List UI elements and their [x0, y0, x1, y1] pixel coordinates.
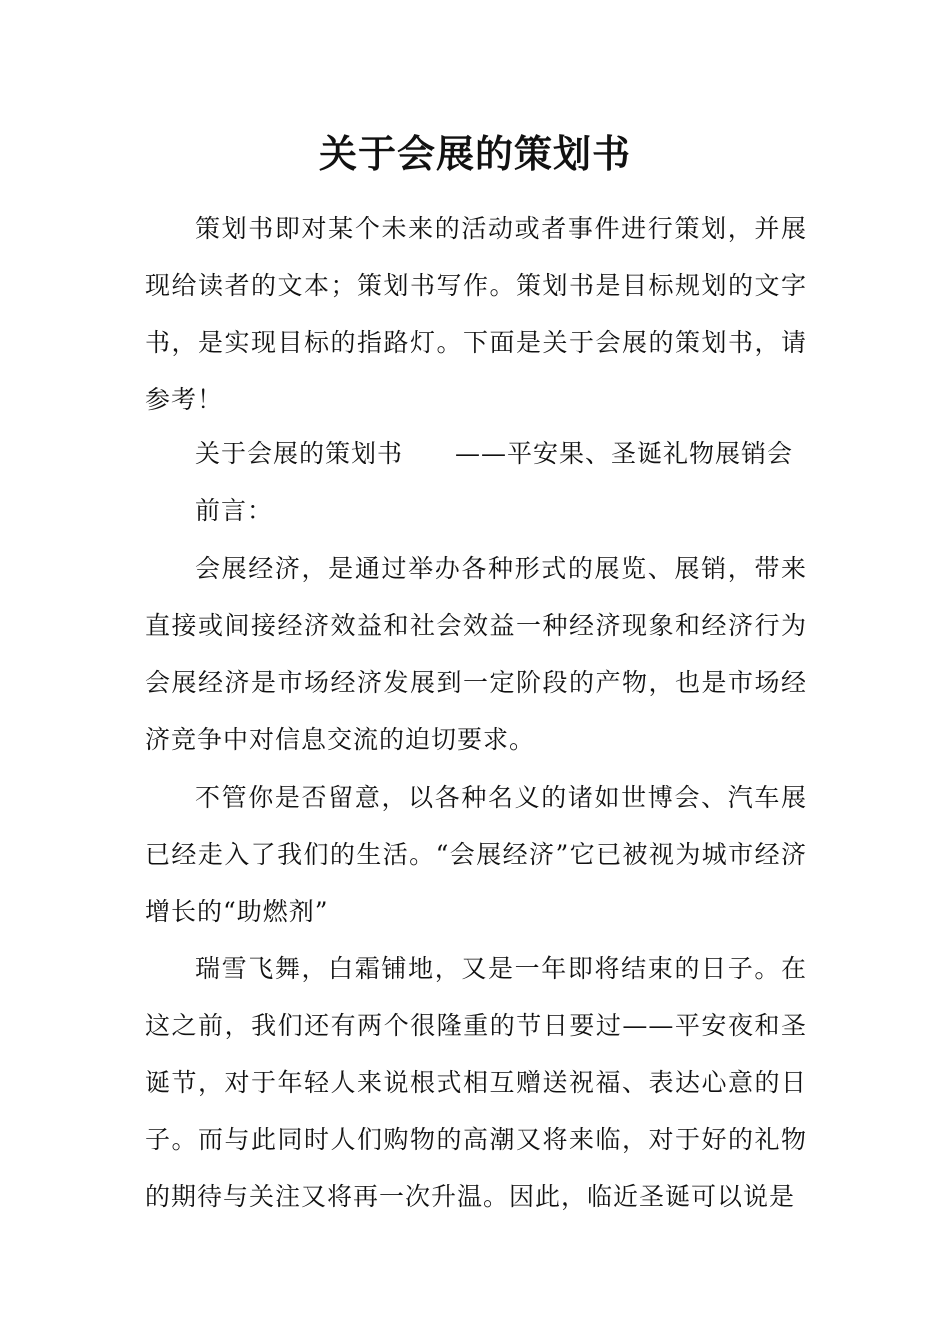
- body-paragraph-1: 会展经济，是通过举办各种形式的展览、展销，带来直接或间接经济效益和社会效益一种经济现象和经济行为会展经济是市场经济发展到一定阶段的产物，也是市场经济竞争中对信息交流的迫切要求。: [145, 554, 807, 754]
- subtitle-left: 关于会展的策划书: [195, 439, 404, 468]
- preface-label: 前言：: [195, 496, 274, 525]
- body-paragraph-2: 不管你是否留意，以各种名义的诸如世博会、汽车展已经走入了我们的生活。“会展经济”它已被视为城市经济增长的“助燃剂”: [145, 783, 807, 926]
- subtitle-line: [145, 425, 807, 482]
- intro-paragraph: 策划书即对某个未来的活动或者事件进行策划，并展现给读者的文本；策划书写作。策划书是目标规划的文字书，是实现目标的指路灯。下面是关于会展的策划书，请参考！: [145, 214, 807, 414]
- body-paragraph-3: 瑞雪飞舞，白霜铺地，又是一年即将结束的日子。在这之前，我们还有两个很隆重的节日要过——平安夜和圣诞节，对于年轻人来说根式相互赠送祝福、表达心意的日子。而与此同时人们购物的高潮又将来临，对于好的礼物的期待与关注又将再一次升温。因此，临近圣诞可以说是: [145, 954, 807, 1211]
- subtitle-right: ——平安果、圣诞礼物展销会: [455, 439, 794, 468]
- document-title: 关于会展的策划书: [318, 131, 631, 176]
